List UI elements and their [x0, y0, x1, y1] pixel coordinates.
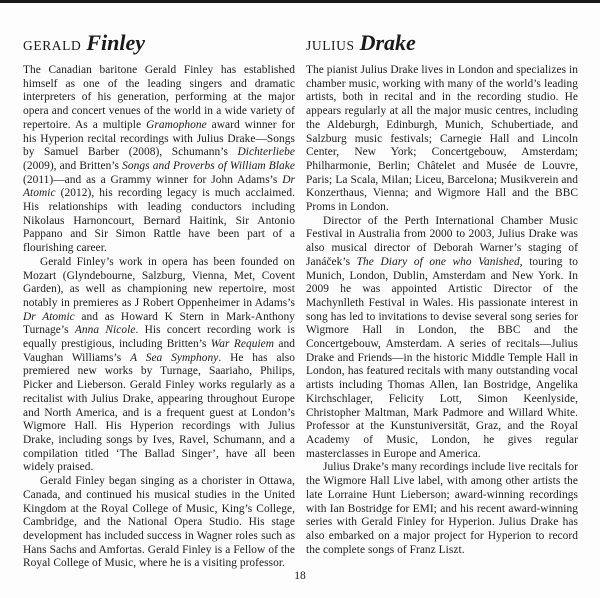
- text-run: and as Howard K Stern in Mark-Anthony Turnage’s: [23, 310, 296, 337]
- paragraph: [23, 256, 295, 475]
- paragraph: [23, 64, 295, 256]
- drake-biography-text: [306, 64, 578, 557]
- italic-text-run: Dr Atomic: [23, 310, 75, 323]
- drake-first-name: JULIUS: [306, 38, 355, 53]
- finley-heading: [23, 30, 295, 57]
- paragraph: [306, 64, 578, 215]
- paragraph: [23, 475, 295, 571]
- text-run: . His concert recording work is equally prestigious, including Britten’s: [23, 324, 295, 351]
- paragraph: [306, 461, 578, 557]
- italic-text-run: Dichterliebe: [237, 146, 295, 159]
- finley-surname: Finley: [86, 30, 146, 55]
- italic-text-run: The Diary of one who Vanished: [356, 255, 520, 268]
- text-run: The Canadian baritone Gerald Finley has established himself as one of the leading singers and dramatic interpreters of his generation, performing at the major opera and concert venues of the world in a wide variety of repertoire. As a multiple: [23, 64, 295, 131]
- drake-surname: Drake: [359, 30, 416, 55]
- two-column-layout: [23, 30, 578, 571]
- finley-first-name: GERALD: [23, 38, 82, 53]
- text-run: Director of the Perth International Chamber Music Festival in Australia from 2000 to 2003, Julius Drake was also musical director of Deborah Warner’s staging of Janáček’s: [306, 214, 578, 268]
- finley-biography-text: [23, 64, 295, 571]
- page-number: 18: [294, 570, 306, 582]
- text-run: Gerald Finley began singing as a chorister in Ottawa, Canada, and continued his musical studies in the United Kingdom at the Royal College of Music, King’s College, Cambridge, and the National Opera Studio. His stage development has included success in Wagner roles such as Hans Sachs and Amfortas. Gerald Finley is a Fellow of the Royal College of Music, where he is a visiting professor.: [23, 475, 295, 570]
- text-run: (2009), and Britten’s: [23, 159, 123, 172]
- text-run: and Vaughan Williams’s: [23, 338, 295, 364]
- text-run: . He has also premiered new works by Turnage, Saariaho, Philips, Picker and Lieberson. Gerald Finley works regularly as a recitalist with Julius Drake, appearing throughout Europe and North America, and is a frequent guest at London’s Wigmore Hall. His Hyperion recordings with Julius Drake, including songs by Ives, Ravel, Schumann, and a compilation titled ‘The Ballad Singer’, have all been widely praised.: [23, 351, 295, 474]
- text-run: (2011)—and as a Grammy winner for John Adams’s: [23, 173, 283, 186]
- italic-text-run: Anna Nicole: [74, 324, 136, 337]
- italic-text-run: Songs and Proverbs of William Blake: [122, 159, 295, 172]
- paragraph: [306, 215, 578, 462]
- text-run: (2012), his recording legacy is much acclaimed. His relationships with leading conductors including Nikolaus Harnoncourt, Bernard Haitink, Sir Antonio Pappano and Sir Simon Rattle have been part of a flourishing career.: [23, 187, 295, 255]
- page-top-edge-divider: [0, 0, 600, 3]
- text-run: award winner for his Hyperion recital recordings with Julius Drake—Songs by Samuel Barber (2008), Schumann’s: [23, 118, 295, 159]
- finley-biography-column: [23, 30, 295, 571]
- italic-text-run: Gramophone: [146, 118, 207, 131]
- italic-text-run: Dr Atomic: [23, 173, 295, 200]
- text-run: Julius Drake’s many recordings include live recitals for the Wigmore Hall Live label, with among other artists the late Lorraine Hunt Lieberson; award-winning recordings with Ian Bostridge for EMI; and his recent award-winning series with Gerald Finley for Hyperion. Julius Drake has also embarked on a major project for Hyperion to record the complete songs of Franz Liszt.: [306, 461, 578, 556]
- text-run: The pianist Julius Drake lives in London and specializes in chamber music, working with many of the world’s leading artists, both in recital and in the recording studio. He appears regularly at all the major music centres, including the Aldeburgh, Edinburgh, Munich, Schubertiade, and Salzburg music festivals; Carnegie Hall and Lincoln Center, New York; Concertgebouw, Amsterdam; Philharmonie, Berlin; Châtelet and Musée de Louvre, Paris; La Scala, Milan; Liceu, Barcelona; Musikverein and Konzerthaus, Vienna; and Wigmore Hall and the BBC Proms in London.: [306, 64, 578, 214]
- drake-biography-column: [306, 30, 578, 571]
- italic-text-run: A Sea Symphony: [130, 351, 219, 364]
- drake-heading: [306, 30, 578, 57]
- text-run: Gerald Finley’s work in opera has been founded on Mozart (Glyndebourne, Salzburg, Vienna, Met, Covent Garden), as well as championing new repertoire, most notably in premieres as J Robert Oppenheimer in Adams’s: [23, 255, 295, 309]
- text-run: , touring to Munich, London, Dublin, Amsterdam and New York. In 2009 he was appointed Artistic Director of the Machynlleth Festival in Wales. His passionate interest in song has led to invitations to devise several song series for Wigmore Hall in London, the BBC and the Concertgebouw, Amsterdam. A series of recitals—Julius Drake and Friends—in the historic Middle Temple Hall in London, has featured recitals with many outstanding vocal artists including Thomas Allen, Ian Bostridge, Angelika Kirchschlager, Felicity Lott, Simon Keenlyside, Christopher Maltman, Mark Padmore and Willard White. Professor at the Kunstuniversität, Graz, and the Royal Academy of Music, London, he gives regular masterclasses in Europe and America.: [306, 255, 578, 460]
- italic-text-run: War Requiem: [210, 338, 275, 351]
